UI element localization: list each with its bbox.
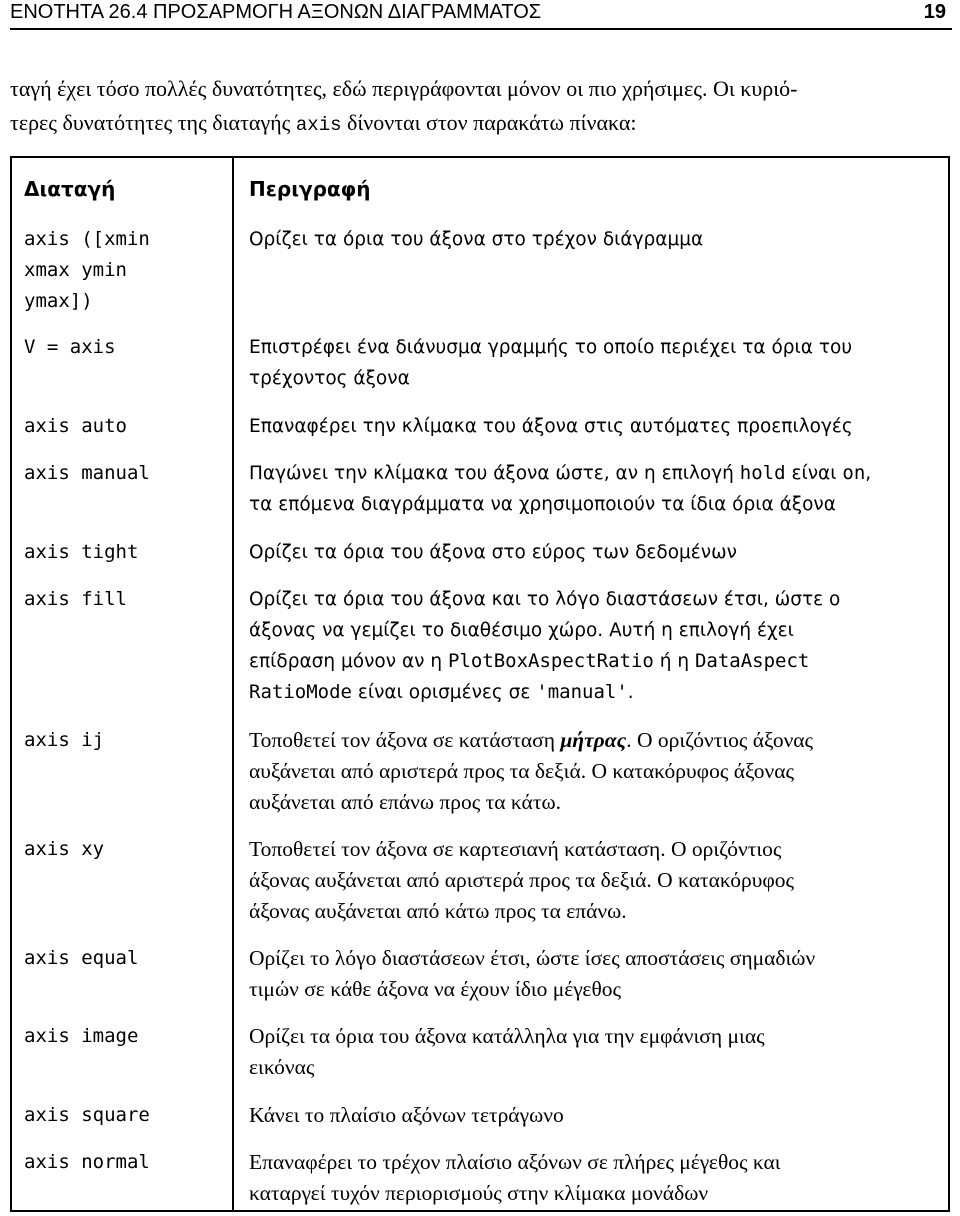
description-line — [249, 646, 939, 677]
code: PlotBoxAspectRatio — [447, 650, 654, 672]
column-header-command: Διαταγή — [24, 177, 116, 201]
text: . Ο οριζόντιος άξονας — [626, 728, 814, 752]
command-cell: V = axis — [24, 336, 116, 358]
description-cell: Ορίζει τα όρια του άξονα στο εύρος των δεδομένων — [249, 542, 737, 563]
description-line: Τοποθετεί τον άξονα σε καρτεσιανή κατάσταση. Ο οριζόντιος — [249, 837, 782, 861]
intro-code: axis — [295, 114, 342, 136]
text: Παγώνει την κλίμακα του άξονα ώστε, αν η επιλογή — [249, 463, 740, 484]
description-line: αυξάνεται από αριστερά προς τα δεξιά. Ο κατακόρυφος άξονας — [249, 759, 795, 783]
description-line — [249, 725, 939, 756]
description-cell — [249, 834, 939, 927]
axis-commands-table — [10, 156, 950, 1212]
command-cell: axis ([xmin xmax ymin ymax]) — [24, 228, 150, 312]
command-cell: axis xy — [24, 838, 105, 860]
page-number: 19 — [923, 1, 946, 23]
column-divider — [232, 158, 234, 1210]
command-cell: axis fill — [24, 588, 127, 610]
description-line: τιμών σε κάθε άξονα να έχουν ίδιο μέγεθος — [249, 977, 622, 1001]
section-title: ΕΝΟΤΗΤΑ 26.4 ΠΡΟΣΑΡΜΟΓΗ ΑΞΟΝΩΝ ΔΙΑΓΡΑΜΜΑΤΟΣ — [10, 1, 542, 23]
description-line: εικόνας — [249, 1055, 315, 1079]
code: 'manual' — [536, 681, 628, 703]
description-cell — [249, 584, 939, 708]
code: on — [842, 462, 866, 484]
description-cell — [249, 458, 939, 520]
description-cell — [249, 1021, 939, 1083]
description-line: άξονας να γεμίζει το διαθέσιμο χώρο. Αυτή η επιλογή έχει — [249, 620, 794, 641]
intro-line-1: ταγή έχει τόσο πολλές δυνατότητες, εδώ περιγράφονται μόνον οι πιο χρήσιμες. Οι κυριό- — [10, 76, 798, 101]
intro-paragraph — [10, 72, 952, 142]
description-line: τα επόμενα διαγράμματα να χρησιμοποιούν τα ίδια όρια άξονα — [249, 494, 836, 515]
text: επίδραση μόνον αν η — [249, 651, 448, 672]
text: Τοποθετεί τον άξονα σε κατάσταση — [249, 728, 561, 752]
text: , — [865, 463, 872, 484]
description-line: Επαναφέρει το τρέχον πλαίσιο αξόνων σε πλήρες μέγεθος και — [249, 1150, 781, 1174]
description-line: καταργεί τυχόν περιορισμούς στην κλίμακα μονάδων — [249, 1181, 709, 1205]
description-cell — [249, 1147, 939, 1209]
column-header-description: Περιγραφή — [249, 177, 371, 201]
command-cell: axis manual — [24, 462, 150, 484]
page-header — [10, 0, 952, 30]
emphasis: μήτρας — [560, 728, 627, 752]
text: ή η — [653, 651, 695, 672]
text: είναι — [785, 463, 843, 484]
description-line: άξονας αυξάνεται από αριστερά προς τα δεξιά. Ο κατακόρυφος — [249, 868, 795, 892]
description-cell: Κάνει το πλαίσιο αξόνων τετράγωνο — [249, 1103, 564, 1127]
command-cell: axis auto — [24, 415, 127, 437]
description-line — [249, 677, 939, 708]
code: RatioMode — [249, 681, 352, 703]
description-line: αυξάνεται από επάνω προς τα κάτω. — [249, 790, 561, 814]
description-line: Ορίζει τα όρια του άξονα κατάλληλα για την εμφάνιση μιας — [249, 1024, 765, 1048]
intro-text: τερες δυνατότητες της διαταγής — [10, 110, 296, 135]
command-cell: axis ij — [24, 729, 105, 751]
description-cell — [249, 725, 939, 818]
code: DataAspect — [694, 650, 810, 672]
command-cell: axis equal — [24, 947, 139, 969]
description-cell: Επαναφέρει την κλίμακα του άξονα στις αυτόματες προεπιλογές — [249, 416, 853, 437]
description-line: Ορίζει το λόγο διαστάσεων έτσι, ώστε ίσες αποστάσεις σημαδιών — [249, 946, 816, 970]
description-cell — [249, 943, 939, 1005]
description-line — [249, 458, 939, 489]
command-cell: axis image — [24, 1025, 139, 1047]
text: . — [627, 682, 634, 703]
description-line: Ορίζει τα όρια του άξονα και το λόγο διαστάσεων έτσι, ώστε ο — [249, 589, 841, 610]
command-cell: axis square — [24, 1104, 150, 1126]
description-cell: Ορίζει τα όρια του άξονα στο τρέχον διάγραμμα — [249, 229, 704, 250]
description-cell: Επιστρέφει ένα διάνυσμα γραμμής το οποίο περιέχει τα όρια του τρέχοντος άξονα — [249, 337, 853, 389]
code: hold — [739, 462, 786, 484]
intro-text: δίνονται στον παρακάτω πίνακα: — [341, 110, 637, 135]
command-cell: axis tight — [24, 541, 139, 563]
intro-line-2 — [10, 106, 952, 142]
command-cell: axis normal — [24, 1151, 150, 1173]
description-line: άξονας αυξάνεται από κάτω προς τα επάνω. — [249, 899, 627, 923]
text: είναι ορισμένες σε — [351, 682, 537, 703]
